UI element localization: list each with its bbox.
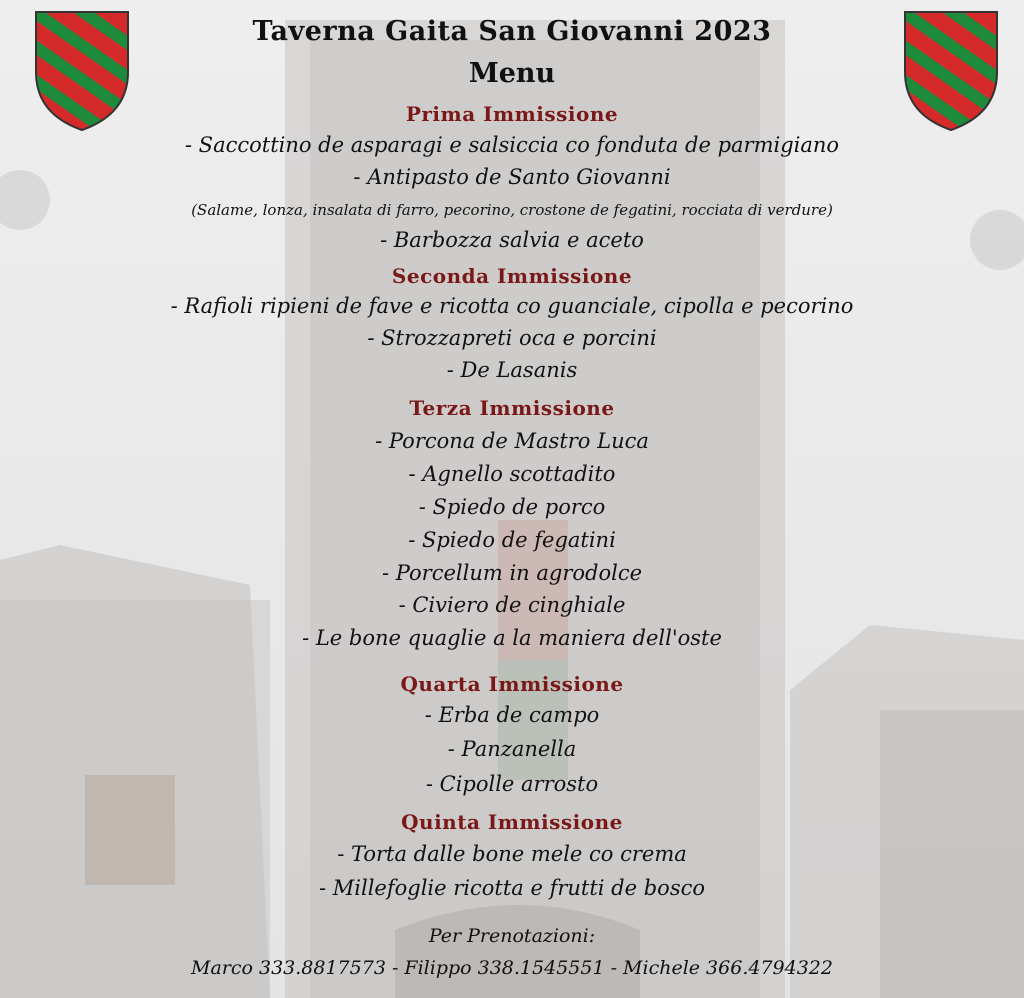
booking-label: Per Prenotazioni: (428, 925, 596, 947)
menu-item: - Erba de campo (424, 703, 600, 727)
poster-title: Taverna Gaita San Giovanni 2023 (252, 16, 772, 47)
menu-item: - Barbozza salvia e aceto (380, 228, 644, 252)
menu-item: - De Lasanis (446, 358, 578, 382)
menu-item: - Le bone quaglie a la maniera dell'oste (302, 626, 722, 650)
menu-item: - Cipolle arrosto (425, 772, 599, 796)
menu-item-note: (Salame, lonza, insalata di farro, pecorino, crostone de fegatini, rocciata di verdure) (191, 201, 833, 219)
menu-item: - Saccottino de asparagi e salsiccia co fonduta de parmigiano (184, 133, 840, 157)
menu-item: - Panzanella (447, 737, 577, 761)
menu-item: - Civiero de cinghiale (398, 593, 626, 617)
menu-item: - Porcona de Mastro Luca (375, 429, 649, 453)
menu-item: - Rafioli ripieni de fave e ricotta co guanciale, cipolla e pecorino (170, 294, 854, 318)
heraldic-shield-icon (903, 10, 999, 132)
menu-item: - Millefoglie ricotta e frutti de bosco (319, 876, 705, 900)
menu-item: - Torta dalle bone mele co crema (337, 842, 687, 866)
menu-item: - Strozzapreti oca e porcini (367, 326, 657, 350)
menu-item: - Agnello scottadito (408, 462, 616, 486)
menu-item: - Antipasto de Santo Giovanni (353, 165, 671, 189)
menu-heading: Menu (468, 58, 556, 89)
heraldic-shield-icon (34, 10, 130, 132)
course-heading: Quarta Immissione (400, 672, 624, 696)
booking-contacts: Marco 333.8817573 - Filippo 338.1545551 - Michele 366.4794322 (191, 957, 833, 979)
course-heading: Seconda Immissione (391, 264, 633, 288)
menu-item: - Porcellum in agrodolce (381, 561, 643, 585)
menu-item: - Spiedo de fegatini (408, 528, 616, 552)
course-heading: Quinta Immissione (401, 810, 623, 834)
course-heading: Prima Immissione (405, 102, 619, 126)
course-heading: Terza Immissione (409, 396, 615, 420)
menu-item: - Spiedo de porco (418, 495, 606, 519)
